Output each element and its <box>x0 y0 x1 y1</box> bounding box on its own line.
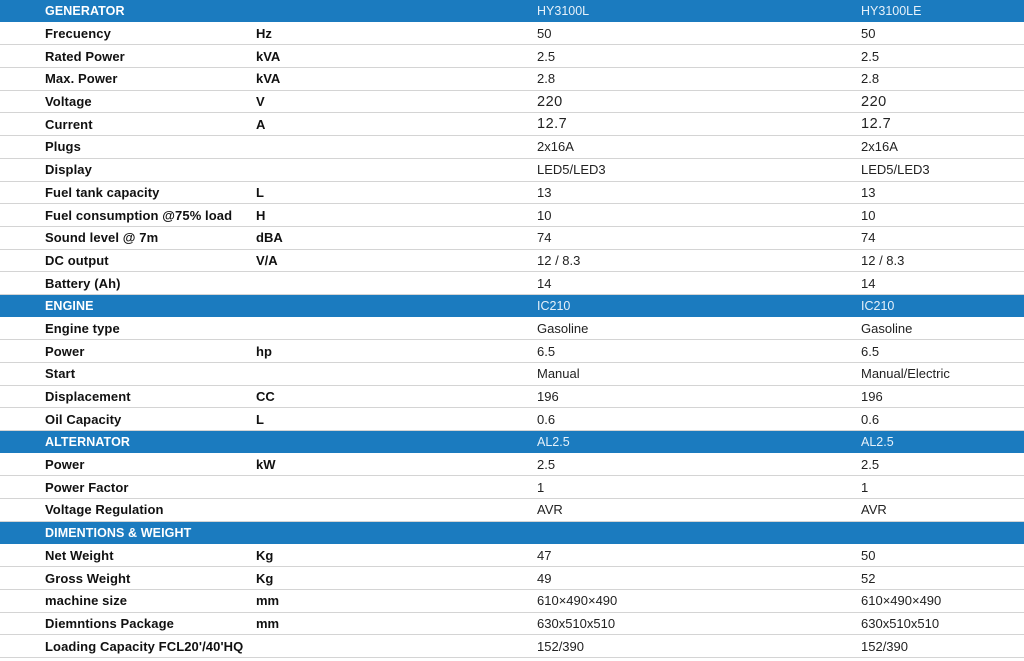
spec-row <box>0 136 1024 159</box>
spec-value-model-2: 220 <box>861 93 887 110</box>
section-title: GENERATOR <box>45 3 125 18</box>
spec-label: Fuel tank capacity <box>45 184 160 200</box>
spec-row <box>0 68 1024 91</box>
spec-value-model-1: LED5/LED3 <box>537 162 606 178</box>
model-column-1-heading: HY3100L <box>537 3 590 18</box>
spec-value-model-1: 49 <box>537 570 552 586</box>
spec-row <box>0 476 1024 499</box>
spec-label: Power Factor <box>45 479 129 495</box>
section-title: ALTERNATOR <box>45 434 131 449</box>
spec-label: Oil Capacity <box>45 411 122 427</box>
spec-label: Gross Weight <box>45 570 131 586</box>
spec-unit: V/A <box>256 252 278 268</box>
spec-value-model-2: 630x510x510 <box>861 615 940 631</box>
spec-label: DC output <box>45 252 109 268</box>
spec-label: Diemntions Package <box>45 615 174 631</box>
spec-row <box>0 23 1024 46</box>
spec-row <box>0 113 1024 136</box>
spec-value-model-1: 10 <box>537 207 552 223</box>
spec-row <box>0 613 1024 636</box>
spec-value-model-1: 50 <box>537 26 552 42</box>
spec-value-model-1: 220 <box>537 93 563 110</box>
spec-label: Max. Power <box>45 71 118 87</box>
spec-value-model-1: Manual <box>537 366 580 382</box>
spec-label: Start <box>45 366 76 382</box>
spec-unit: V <box>256 94 265 110</box>
spec-unit: A <box>256 116 266 132</box>
spec-value-model-1: 47 <box>537 547 552 563</box>
spec-label: Engine type <box>45 320 120 336</box>
spec-value-model-1: 2x16A <box>537 139 574 155</box>
spec-unit: dBA <box>256 230 283 246</box>
spec-label: Display <box>45 162 92 178</box>
spec-value-model-1: 12.7 <box>537 116 568 133</box>
spec-value-model-2: 0.6 <box>861 411 880 427</box>
spec-value-model-1: 74 <box>537 230 552 246</box>
model-column-1-heading: AL2.5 <box>537 434 570 449</box>
spec-label: Sound level @ 7m <box>45 230 159 246</box>
spec-value-model-1: AVR <box>537 502 563 518</box>
spec-value-model-1: 6.5 <box>537 343 556 359</box>
spec-value-model-1: 2.5 <box>537 48 556 64</box>
spec-row <box>0 499 1024 522</box>
spec-value-model-2: 610×490×490 <box>861 593 942 609</box>
spec-row <box>0 567 1024 590</box>
spec-unit: kVA <box>256 71 281 87</box>
spec-value-model-1: 2.5 <box>537 457 556 473</box>
spec-row <box>0 182 1024 205</box>
spec-value-model-2: 14 <box>861 275 876 291</box>
section-title: ENGINE <box>45 298 94 313</box>
spec-value-model-2: LED5/LED3 <box>861 162 930 178</box>
spec-label: Power <box>45 343 85 359</box>
spec-value-model-1: 12 / 8.3 <box>537 252 581 268</box>
section-header <box>0 431 1024 454</box>
spec-value-model-1: 196 <box>537 389 559 405</box>
spec-row <box>0 635 1024 658</box>
spec-value-model-2: 196 <box>861 389 883 405</box>
spec-row <box>0 318 1024 341</box>
spec-value-model-1: 14 <box>537 275 552 291</box>
model-column-2-heading: HY3100LE <box>861 3 922 18</box>
spec-row <box>0 45 1024 68</box>
model-column-1-heading: IC210 <box>537 298 571 313</box>
spec-value-model-2: 2x16A <box>861 139 898 155</box>
spec-unit: mm <box>256 615 280 631</box>
spec-value-model-1: 152/390 <box>537 638 584 654</box>
spec-label: Displacement <box>45 389 131 405</box>
section-title: DIMENTIONS & WEIGHT <box>45 525 192 540</box>
spec-row <box>0 272 1024 295</box>
spec-value-model-2: 52 <box>861 570 876 586</box>
section-header <box>0 0 1024 23</box>
spec-value-model-2: 6.5 <box>861 343 880 359</box>
spec-row <box>0 91 1024 114</box>
spec-value-model-2: 2.8 <box>861 71 880 87</box>
spec-value-model-1: 13 <box>537 184 552 200</box>
spec-label: Voltage Regulation <box>45 502 164 518</box>
spec-value-model-1: 610×490×490 <box>537 593 618 609</box>
spec-unit: CC <box>256 389 275 405</box>
spec-value-model-1: 0.6 <box>537 411 556 427</box>
spec-label: Power <box>45 457 85 473</box>
spec-row <box>0 204 1024 227</box>
spec-unit: L <box>256 411 264 427</box>
spec-value-model-2: 13 <box>861 184 876 200</box>
spec-unit: hp <box>256 343 272 359</box>
spec-value-model-2: 12 / 8.3 <box>861 252 905 268</box>
spec-row <box>0 250 1024 273</box>
spec-unit: Hz <box>256 26 272 42</box>
spec-unit: Kg <box>256 547 274 563</box>
spec-row <box>0 386 1024 409</box>
spec-label: Loading Capacity FCL20'/40'HQ <box>45 638 244 654</box>
section-header <box>0 295 1024 318</box>
spec-value-model-2: 2.5 <box>861 48 880 64</box>
spec-label: Frecuency <box>45 26 111 42</box>
spec-unit: L <box>256 184 264 200</box>
spec-value-model-1: 630x510x510 <box>537 615 616 631</box>
spec-unit: Kg <box>256 570 274 586</box>
spec-row <box>0 159 1024 182</box>
spec-row <box>0 545 1024 568</box>
spec-value-model-2: AVR <box>861 502 887 518</box>
spec-label: Fuel consumption @75% load <box>45 207 233 223</box>
spec-label: Voltage <box>45 94 92 110</box>
spec-value-model-2: 152/390 <box>861 638 908 654</box>
spec-value-model-2: 2.5 <box>861 457 880 473</box>
spec-label: machine size <box>45 593 128 609</box>
spec-label: Plugs <box>45 139 81 155</box>
spec-row <box>0 363 1024 386</box>
model-column-2-heading: AL2.5 <box>861 434 894 449</box>
spec-value-model-2: 50 <box>861 547 876 563</box>
spec-value-model-1: Gasoline <box>537 320 589 336</box>
spec-unit: H <box>256 207 266 223</box>
spec-row <box>0 227 1024 250</box>
spec-unit: mm <box>256 593 280 609</box>
spec-label: Battery (Ah) <box>45 275 121 291</box>
spec-row <box>0 454 1024 477</box>
spec-row <box>0 340 1024 363</box>
spec-label: Current <box>45 116 93 132</box>
spec-value-model-2: 12.7 <box>861 116 892 133</box>
spec-row <box>0 408 1024 431</box>
spec-value-model-2: 74 <box>861 230 876 246</box>
spec-value-model-1: 1 <box>537 479 545 495</box>
spec-value-model-1: 2.8 <box>537 71 556 87</box>
spec-value-model-2: 50 <box>861 26 876 42</box>
spec-label: Rated Power <box>45 48 125 64</box>
spec-value-model-2: 10 <box>861 207 876 223</box>
spec-unit: kVA <box>256 48 281 64</box>
section-header <box>0 522 1024 545</box>
spec-row <box>0 590 1024 613</box>
spec-label: Net Weight <box>45 547 114 563</box>
spec-value-model-2: Manual/Electric <box>861 366 950 382</box>
model-column-2-heading: IC210 <box>861 298 895 313</box>
spec-unit: kW <box>256 457 276 473</box>
spec-value-model-2: 1 <box>861 479 869 495</box>
spec-value-model-2: Gasoline <box>861 320 913 336</box>
